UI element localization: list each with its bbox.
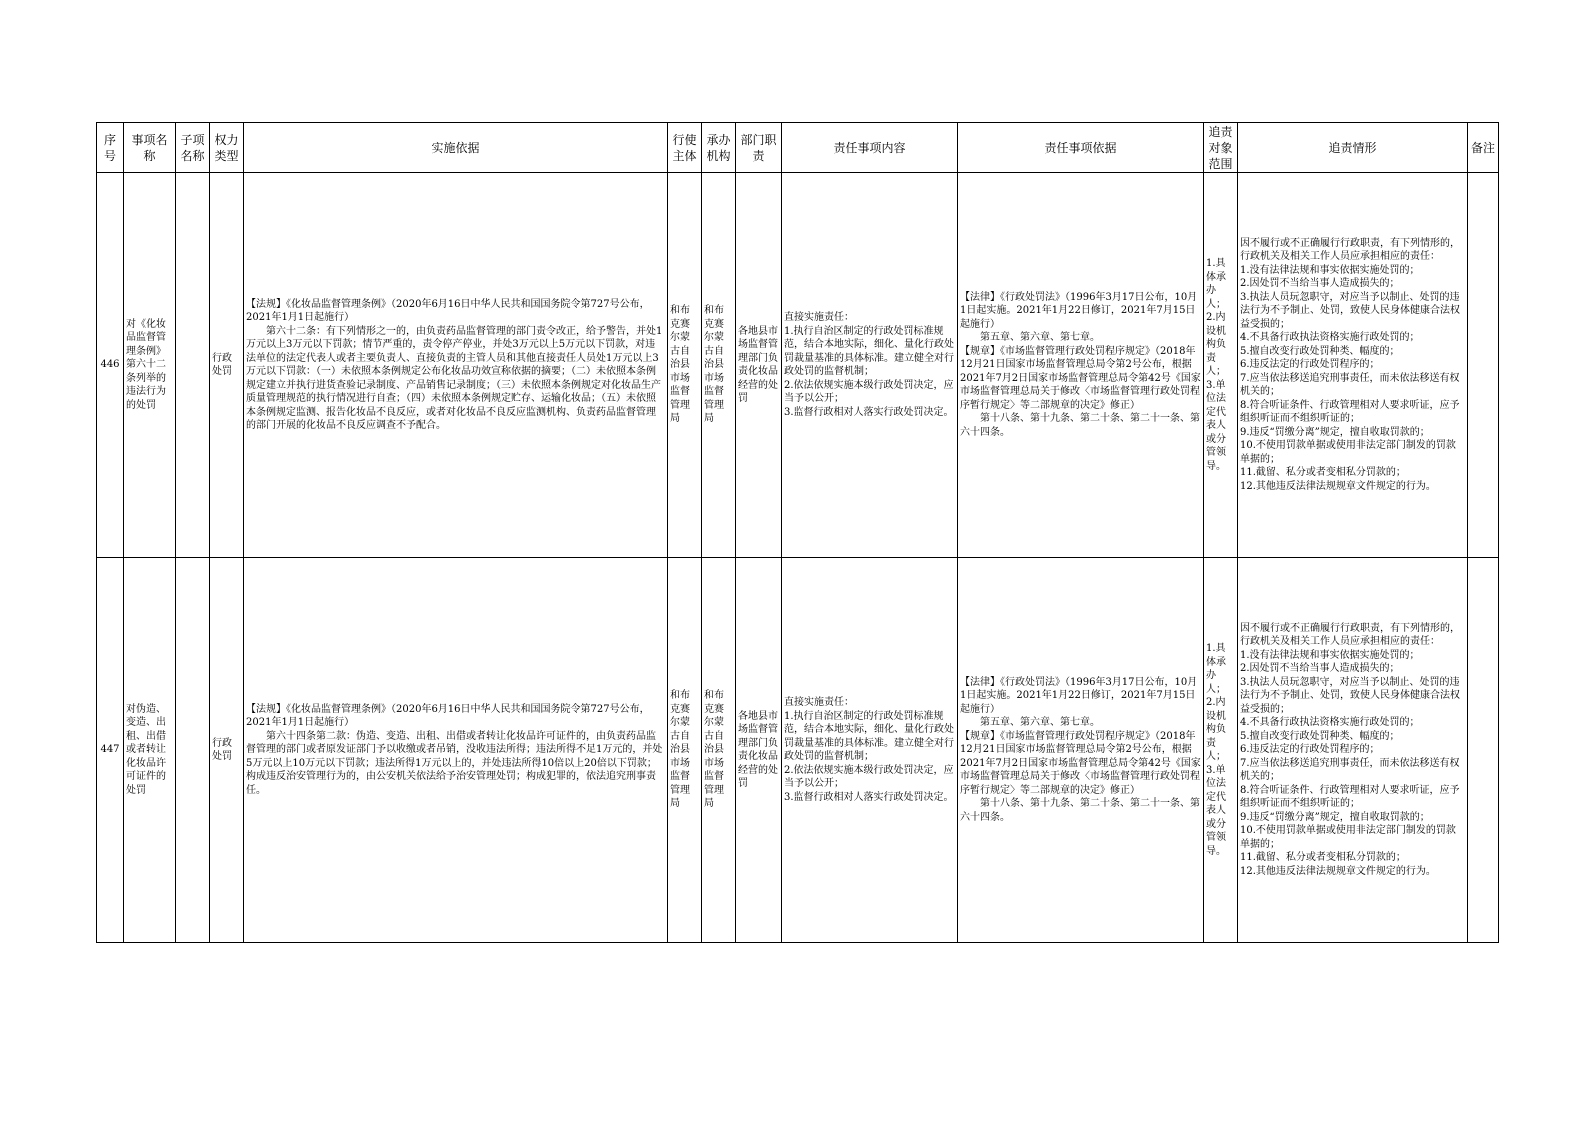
- row-duty: 各地县市场监督管理部门负责化妆品经营的处罚: [736, 558, 782, 943]
- row-sub-name: [176, 558, 210, 943]
- row-remark: [1468, 173, 1499, 558]
- row-agency: 和布克赛尔蒙古自治县市场监督管理局: [702, 558, 736, 943]
- row-situations: 因不履行或不正确履行行政职责，有下列情形的，行政机关及相关工作人员应承担相应的责任： 1.没有法律法规和事实依据实施处罚的； 2.因处罚不当给当事人造成损失的； 3.执法人员玩忽职守，对应当予以制止、处罚的违法行为不予制止、处罚，致使人民身体健康合法权益受损的； 4.不具备行政执法资格实施行政处罚的； 5.擅自改变行政处罚种类、幅度的； 6.违反法定的行政处罚程序的； 7.应当依法移送追究刑事责任，而未依法移送有权机关的； 8.符合听证条件、行政管理相对人要求听证，应予组织听证而不组织听证的； 9.违反“罚缴分离”规定，擅自收取罚款的； 10.不使用罚款单据或使用非法定部门制发的罚款单据的； 11.截留、私分或者变相私分罚款的； 12.其他违反法律法规规章文件规定的行为。: [1238, 558, 1468, 943]
- header-basis: 实施依据: [244, 123, 668, 173]
- row-basis: 【法规】《化妆品监督管理条例》（2020年6月16日中华人民共和国国务院令第727号公布，2021年1月1日起施行） 第六十四条第二款：伪造、变造、出租、出借或者转让化妆品许可证件的，由负责药品监督管理的部门或者原发证部门予以收缴或者吊销，没收违法所得；违法所得不足1万元的，并处5万元以上10万元以下罚款；违法所得1万元以上的，并处违法所得10倍以上20倍以下罚款；构成违反治安管理行为的，由公安机关依法给予治安管理处罚；构成犯罪的，依法追究刑事责任。: [244, 558, 668, 943]
- row-power-type: 行政处罚: [210, 173, 244, 558]
- row-no: 446: [97, 173, 124, 558]
- header-content: 责任事项内容: [782, 123, 958, 173]
- header-content-basis: 责任事项依据: [958, 123, 1204, 173]
- row-scope: 1.具体承办人； 2.内设机构负责人； 3.单位法定代表人或分管领导。: [1204, 173, 1238, 558]
- responsibility-table: [96, 122, 1499, 943]
- header-remark: 备注: [1468, 123, 1499, 173]
- row-no: 447: [97, 558, 124, 943]
- table-row: [97, 558, 1499, 943]
- row-scope: 1.具体承办人； 2.内设机构负责人； 3.单位法定代表人或分管领导。: [1204, 558, 1238, 943]
- row-situations: 因不履行或不正确履行行政职责，有下列情形的，行政机关及相关工作人员应承担相应的责任： 1.没有法律法规和事实依据实施处罚的； 2.因处罚不当给当事人造成损失的； 3.执法人员玩忽职守，对应当予以制止、处罚的违法行为不予制止、处罚，致使人民身体健康合法权益受损的； 4.不具备行政执法资格实施行政处罚的； 5.擅自改变行政处罚种类、幅度的； 6.违反法定的行政处罚程序的； 7.应当依法移送追究刑事责任，而未依法移送有权机关的； 8.符合听证条件、行政管理相对人要求听证，应予组织听证而不组织听证的； 9.违反“罚缴分离”规定，擅自收取罚款的； 10.不使用罚款单据或使用非法定部门制发的罚款单据的； 11.截留、私分或者变相私分罚款的； 12.其他违反法律法规规章文件规定的行为。: [1238, 173, 1468, 558]
- table-row: [97, 173, 1499, 558]
- row-agency: 和布克赛尔蒙古自治县市场监督管理局: [702, 173, 736, 558]
- header-row: [97, 123, 1499, 173]
- header-situations: 追责情形: [1238, 123, 1468, 173]
- header-sub-name: 子项名称: [176, 123, 210, 173]
- header-subject: 行使主体: [668, 123, 702, 173]
- row-content: 直接实施责任： 1.执行自治区制定的行政处罚标准规范，结合本地实际，细化、量化行政处罚裁量基准的具体标准。建立健全对行政处罚的监督机制； 2.依法依规实施本级行政处罚决定，应当予以公开； 3.监督行政相对人落实行政处罚决定。: [782, 173, 958, 558]
- row-power-type: 行政处罚: [210, 558, 244, 943]
- row-duty: 各地县市场监督管理部门负责化妆品经营的处罚: [736, 173, 782, 558]
- row-item-name: 对《化妆品监督管理条例》第六十二条列举的违法行为的处罚: [124, 173, 176, 558]
- row-content-basis: 【法律】《行政处罚法》（1996年3月17日公布，10月1日起实施。2021年1月22日修订，2021年7月15日起施行） 第五章、第六章、第七章。 【规章】《市场监督管理行政处罚程序规定》（2018年12月21日国家市场监督管理总局令第2号公布，根据2021年7月2日国家市场监督管理总局令第42号《国家市场监督管理总局关于修改〈市场监督管理行政处罚程序暂行规定〉等二部规章的决定》修正） 第十八条、第十九条、第二十条、第二十一条、第六十四条。: [958, 558, 1204, 943]
- row-basis: 【法规】《化妆品监督管理条例》（2020年6月16日中华人民共和国国务院令第727号公布，2021年1月1日起施行） 第六十二条：有下列情形之一的，由负责药品监督管理的部门责令改正，给予警告，并处1万元以上3万元以下罚款；情节严重的，责令停产停业，并处3万元以上5万元以下罚款，对违法单位的法定代表人或者主要负责人、直接负责的主管人员和其他直接责任人员处1万元以上3万元以下罚款：（一）未依照本条例规定公布化妆品功效宣称依据的摘要；（二）未依照本条例规定建立并执行进货查验记录制度、产品销售记录制度；（三）未依照本条例规定对化妆品生产质量管理规范的执行情况进行自查；（四）未依照本条例规定贮存、运输化妆品；（五）未依照本条例规定监测、报告化妆品不良反应，或者对化妆品不良反应监测机构、负责药品监督管理的部门开展的化妆品不良反应调查不予配合。: [244, 173, 668, 558]
- row-subject: 和布克赛尔蒙古自治县市场监督管理局: [668, 173, 702, 558]
- row-subject: 和布克赛尔蒙古自治县市场监督管理局: [668, 558, 702, 943]
- row-content-basis: 【法律】《行政处罚法》（1996年3月17日公布，10月1日起实施。2021年1月22日修订，2021年7月15日起施行） 第五章、第六章、第七章。 【规章】《市场监督管理行政处罚程序规定》（2018年12月21日国家市场监督管理总局令第2号公布，根据2021年7月2日国家市场监督管理总局令第42号《国家市场监督管理总局关于修改〈市场监督管理行政处罚程序暂行规定〉等二部规章的决定》修正） 第十八条、第十九条、第二十条、第二十一条、第六十四条。: [958, 173, 1204, 558]
- row-sub-name: [176, 173, 210, 558]
- row-item-name: 对伪造、变造、出租、出借或者转让化妆品许可证件的处罚: [124, 558, 176, 943]
- row-content: 直接实施责任： 1.执行自治区制定的行政处罚标准规范，结合本地实际，细化、量化行政处罚裁量基准的具体标准。建立健全对行政处罚的监督机制； 2.依法依规实施本级行政处罚决定，应当予以公开； 3.监督行政相对人落实行政处罚决定。: [782, 558, 958, 943]
- header-duty: 部门职责: [736, 123, 782, 173]
- header-no: 序号: [97, 123, 124, 173]
- header-item-name: 事项名称: [124, 123, 176, 173]
- row-remark: [1468, 558, 1499, 943]
- header-agency: 承办机构: [702, 123, 736, 173]
- header-power-type: 权力类型: [210, 123, 244, 173]
- header-scope: 追责对象范围: [1204, 123, 1238, 173]
